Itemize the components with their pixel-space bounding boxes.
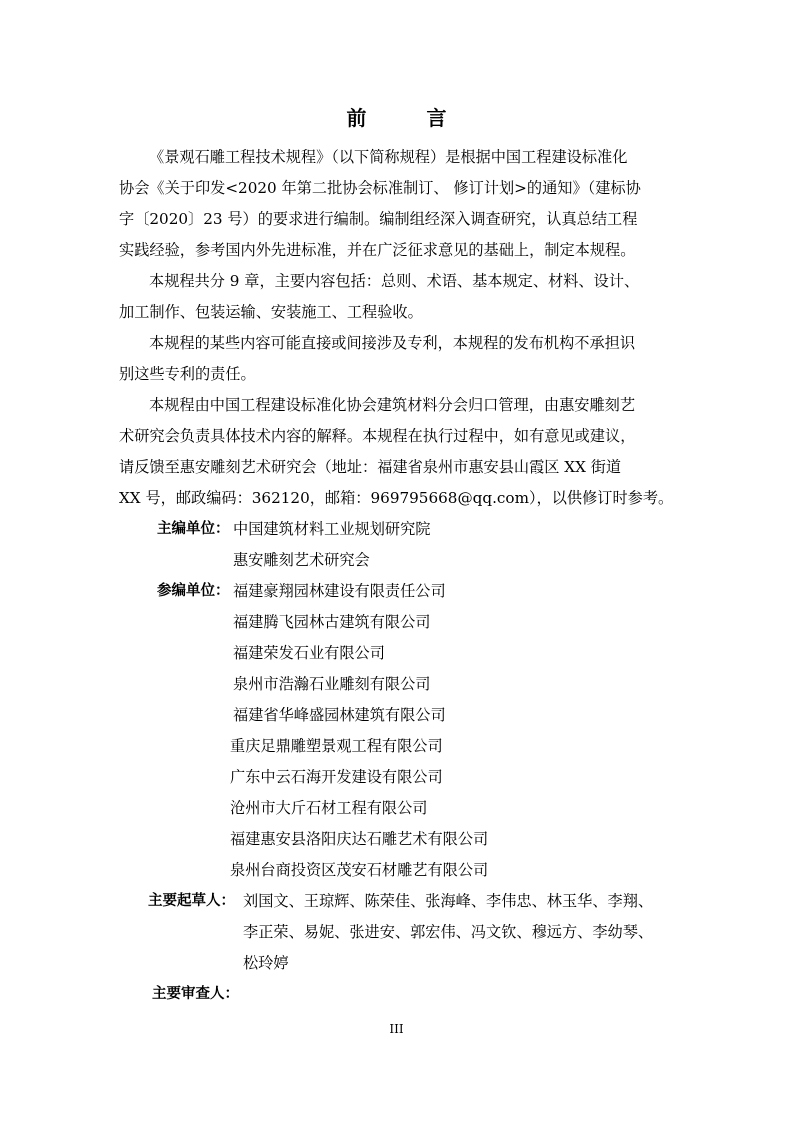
chief-editor-row: [119, 545, 679, 576]
paragraph-line: 协会《关于印发<2020 年第二批协会标准制订、 修订计划>的通知》（建标协: [119, 179, 641, 197]
participant-unit: 福建腾飞园林古建筑有限公司: [233, 613, 431, 631]
participant-unit: 福建省华峰盛园林建筑有限公司: [233, 706, 446, 724]
paragraph-line: 《景观石雕工程技术规程》（以下简称规程）是根据中国工程建设标准化: [149, 148, 628, 166]
participant-unit: 泉州市浩瀚石业雕刻有限公司: [233, 675, 431, 693]
paragraph-line: 请反馈至惠安雕刻艺术研究会（地址：福建省泉州市惠安县山霞区 XX 街道: [119, 458, 622, 476]
participants-label: 参编单位：: [157, 583, 230, 599]
paragraph-line: 实践经验，参考国内外先进标准，并在广泛征求意见的基础上，制定本规程。: [119, 241, 636, 259]
preface-body: [119, 142, 674, 514]
drafters-names: 李正荣、易妮、张进安、郭宏伟、冯文钦、穆远方、李幼琴、: [243, 923, 654, 941]
participant-row: [119, 731, 679, 762]
participant-unit: 泉州台商投资区茂安石材雕艺有限公司: [230, 861, 489, 879]
participant-unit: 福建惠安县洛阳庆达石雕艺术有限公司: [230, 830, 489, 848]
participant-unit: 福建豪翔园林建设有限责任公司: [233, 582, 446, 600]
participant-row: [119, 576, 679, 607]
credits-section: [119, 514, 679, 1010]
chief-editor-unit: 惠安雕刻艺术研究会: [233, 551, 370, 569]
participant-row: [119, 855, 679, 886]
participant-row: [119, 638, 679, 669]
participant-row: [119, 700, 679, 731]
drafters-row: [119, 886, 679, 917]
chief-editor-unit: 中国建筑材料工业规划研究院: [233, 520, 431, 538]
drafters-label: 主要起草人：: [148, 893, 235, 909]
paragraph-line: 本规程共分 9 章，主要内容包括：总则、术语、基本规定、材料、设计、: [149, 272, 640, 290]
participant-row: [119, 793, 679, 824]
paragraph-line: 术研究会负责具体技术内容的解释。本规程在执行过程中，如有意见或建议，: [119, 427, 636, 445]
paragraph-line: 加工制作、包装运输、安装施工、工程验收。: [119, 303, 423, 321]
page-number: III: [389, 1022, 404, 1036]
reviewers-row: [119, 979, 679, 1010]
participant-unit: 广东中云石海开发建设有限公司: [230, 768, 443, 786]
drafters-row: [119, 917, 679, 948]
paragraph-line: 本规程由中国工程建设标准化协会建筑材料分会归口管理，由惠安雕刻艺: [149, 396, 635, 414]
paragraph-line: XX 号，邮政编码：362120，邮箱：969795668@qq.com），以供修订时参考。: [119, 489, 674, 507]
paragraph-line: 本规程的某些内容可能直接或间接涉及专利，本规程的发布机构不承担识: [149, 334, 635, 352]
page-title: 前 言: [346, 106, 467, 130]
paragraph-1: [119, 142, 667, 266]
participant-unit: 重庆足鼎雕塑景观工程有限公司: [230, 737, 443, 755]
paragraph-3: [119, 328, 667, 390]
paragraph-2: [119, 266, 667, 328]
paragraph-4: [119, 390, 674, 514]
chief-editor-row: [119, 514, 679, 545]
chief-editor-label: 主编单位：: [157, 521, 230, 537]
paragraph-line: 字〔2020〕23 号）的要求进行编制。编制组经深入调查研究，认真总结工程: [119, 210, 638, 228]
participant-row: [119, 607, 679, 638]
participant-row: [119, 762, 679, 793]
drafters-names: 刘国文、王琼辉、陈荣佳、张海峰、李伟忠、林玉华、李翔、: [243, 892, 654, 910]
participant-row: [119, 669, 679, 700]
participant-row: [119, 824, 679, 855]
participant-unit: 福建荣发石业有限公司: [233, 644, 385, 662]
drafters-row: [119, 948, 679, 979]
reviewers-label: 主要审查人：: [152, 986, 239, 1002]
drafters-names: 松玲婷: [243, 954, 289, 972]
participant-unit: 沧州市大斤石材工程有限公司: [230, 799, 428, 817]
paragraph-line: 别这些专利的责任。: [119, 365, 256, 383]
